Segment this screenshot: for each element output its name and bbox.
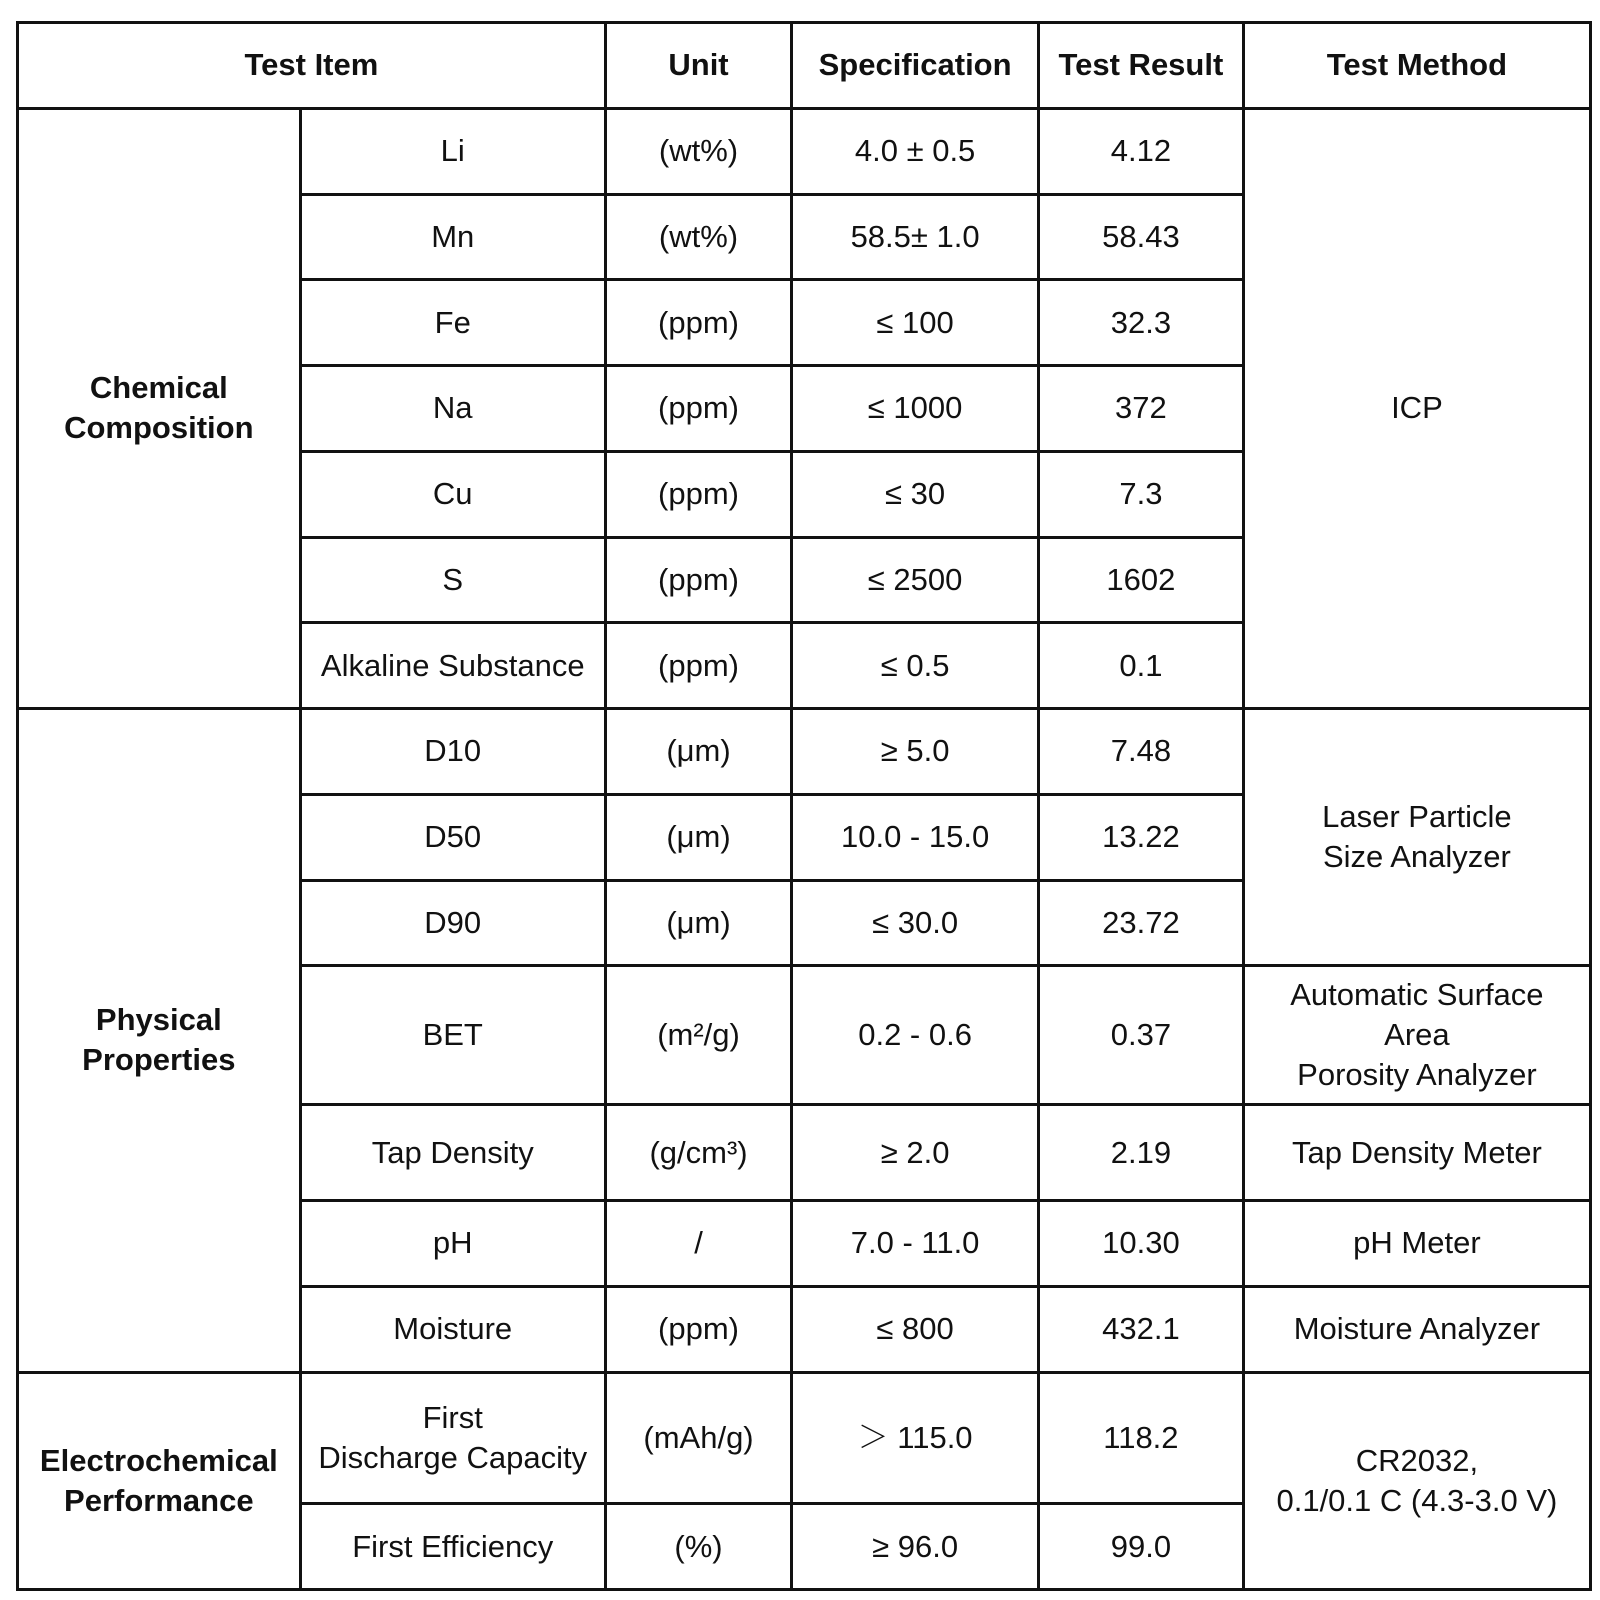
header-row (18, 23, 1591, 109)
unit-cell: (m²/g) (605, 966, 791, 1105)
item-cell: Tap Density (300, 1105, 605, 1201)
unit-cell: / (605, 1201, 791, 1287)
spec-cell: ≤ 30.0 (792, 880, 1039, 966)
unit-cell: (wt%) (605, 108, 791, 194)
method-tap-density: Tap Density Meter (1243, 1105, 1590, 1201)
item-cell: D90 (300, 880, 605, 966)
table-row (18, 108, 1591, 194)
spec-cell: ≤ 30 (792, 451, 1039, 537)
header-test-method: Test Method (1243, 23, 1590, 109)
result-cell: 0.37 (1039, 966, 1244, 1105)
item-cell: D50 (300, 794, 605, 880)
item-cell: Moisture (300, 1286, 605, 1372)
item-cell: pH (300, 1201, 605, 1287)
method-moisture-analyzer: Moisture Analyzer (1243, 1286, 1590, 1372)
table-row (18, 709, 1591, 795)
group-chemical-composition: Chemical Composition (18, 108, 301, 708)
item-cell: D10 (300, 709, 605, 795)
method-bet-analyzer: Automatic Surface Area Porosity Analyzer (1243, 966, 1590, 1105)
header-unit: Unit (605, 23, 791, 109)
result-cell: 372 (1039, 366, 1244, 452)
item-cell: BET (300, 966, 605, 1105)
item-cell: First Discharge Capacity (300, 1372, 605, 1504)
unit-cell: (g/cm³) (605, 1105, 791, 1201)
result-cell: 32.3 (1039, 280, 1244, 366)
unit-cell: (wt%) (605, 194, 791, 280)
spec-cell: 10.0 - 15.0 (792, 794, 1039, 880)
spec-cell: ≤ 800 (792, 1286, 1039, 1372)
unit-cell: (ppm) (605, 451, 791, 537)
item-cell: Cu (300, 451, 605, 537)
item-cell: Li (300, 108, 605, 194)
result-cell: 1602 (1039, 537, 1244, 623)
item-cell: First Efficiency (300, 1504, 605, 1590)
result-cell: 7.48 (1039, 709, 1244, 795)
spec-cell: ≤ 2500 (792, 537, 1039, 623)
item-cell: Alkaline Substance (300, 623, 605, 709)
unit-cell: (ppm) (605, 280, 791, 366)
table-row (18, 1372, 1591, 1504)
result-cell: 13.22 (1039, 794, 1244, 880)
item-cell: S (300, 537, 605, 623)
group-physical-properties: Physical Properties (18, 709, 301, 1373)
unit-cell: (μm) (605, 880, 791, 966)
result-cell: 58.43 (1039, 194, 1244, 280)
result-cell: 23.72 (1039, 880, 1244, 966)
unit-cell: (μm) (605, 794, 791, 880)
item-cell: Mn (300, 194, 605, 280)
group-electrochemical-performance: Electrochemical Performance (18, 1372, 301, 1589)
result-cell: 99.0 (1039, 1504, 1244, 1590)
spec-cell: 4.0 ± 0.5 (792, 108, 1039, 194)
spec-cell: ≥ 2.0 (792, 1105, 1039, 1201)
spec-cell: ≤ 100 (792, 280, 1039, 366)
item-cell: Fe (300, 280, 605, 366)
header-specification: Specification (792, 23, 1039, 109)
result-cell: 10.30 (1039, 1201, 1244, 1287)
spec-cell: ≥ 96.0 (792, 1504, 1039, 1590)
method-laser-particle: Laser Particle Size Analyzer (1243, 709, 1590, 966)
unit-cell: (ppm) (605, 366, 791, 452)
spec-cell: 0.2 - 0.6 (792, 966, 1039, 1105)
unit-cell: (%) (605, 1504, 791, 1590)
spec-cell: ＞ 115.0 (792, 1372, 1039, 1504)
method-cr2032: CR2032, 0.1/0.1 C (4.3-3.0 V) (1243, 1372, 1590, 1589)
header-test-item: Test Item (18, 23, 606, 109)
result-cell: 0.1 (1039, 623, 1244, 709)
result-cell: 2.19 (1039, 1105, 1244, 1201)
result-cell: 7.3 (1039, 451, 1244, 537)
method-icp: ICP (1243, 108, 1590, 708)
result-cell: 432.1 (1039, 1286, 1244, 1372)
unit-cell: (μm) (605, 709, 791, 795)
spec-cell: ≥ 5.0 (792, 709, 1039, 795)
spec-cell: 58.5± 1.0 (792, 194, 1039, 280)
unit-cell: (ppm) (605, 1286, 791, 1372)
result-cell: 4.12 (1039, 108, 1244, 194)
specification-table (16, 21, 1592, 1591)
spec-cell: ≤ 0.5 (792, 623, 1039, 709)
header-test-result: Test Result (1039, 23, 1244, 109)
spec-cell: ≤ 1000 (792, 366, 1039, 452)
unit-cell: (ppm) (605, 623, 791, 709)
item-cell: Na (300, 366, 605, 452)
result-cell: 118.2 (1039, 1372, 1244, 1504)
method-ph-meter: pH Meter (1243, 1201, 1590, 1287)
spec-cell: 7.0 - 11.0 (792, 1201, 1039, 1287)
unit-cell: (mAh/g) (605, 1372, 791, 1504)
unit-cell: (ppm) (605, 537, 791, 623)
